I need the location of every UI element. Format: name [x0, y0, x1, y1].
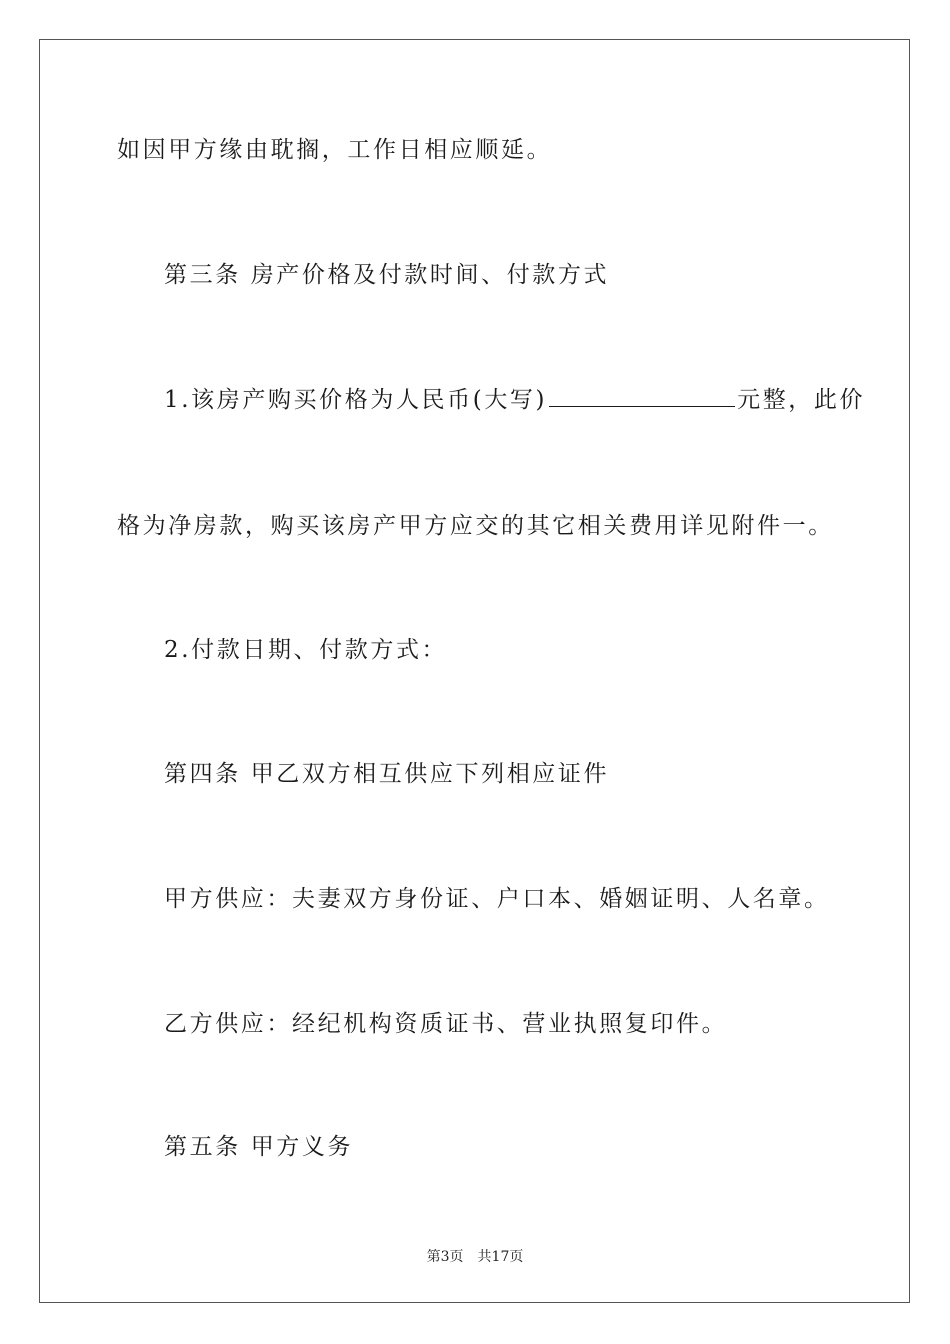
price-clause-continuation: 格为净房款，购买该房产甲方应交的其它相关费用详见附件一。: [117, 513, 834, 539]
page-footer: [0, 1249, 950, 1265]
paragraph-delay-clause: 如因甲方缘由耽搁，工作日相应顺延。: [117, 137, 553, 163]
price-clause-line: [164, 386, 865, 414]
payment-method-clause: 2.付款日期、付款方式：: [164, 637, 448, 663]
article-4-heading: 第四条 甲乙双方相互供应下列相应证件: [164, 761, 610, 787]
article-5-heading: 第五条 甲方义务: [164, 1134, 354, 1160]
price-blank-underline: [549, 386, 735, 407]
price-clause-text-after: 元整，此价: [737, 387, 866, 413]
party-b-documents: 乙方供应：经纪机构资质证书、营业执照复印件。: [164, 1011, 728, 1037]
article-3-heading: 第三条 房产价格及付款时间、付款方式: [164, 262, 610, 288]
party-a-documents: 甲方供应：夫妻双方身份证、户口本、婚姻证明、人名章。: [164, 886, 830, 912]
price-clause-text-before: 1.该房产购买价格为人民币(大写): [164, 387, 548, 413]
page-border: [39, 39, 910, 1303]
page-number-current: 第3页: [426, 1249, 464, 1265]
page-number-total: 共17页: [477, 1249, 524, 1265]
